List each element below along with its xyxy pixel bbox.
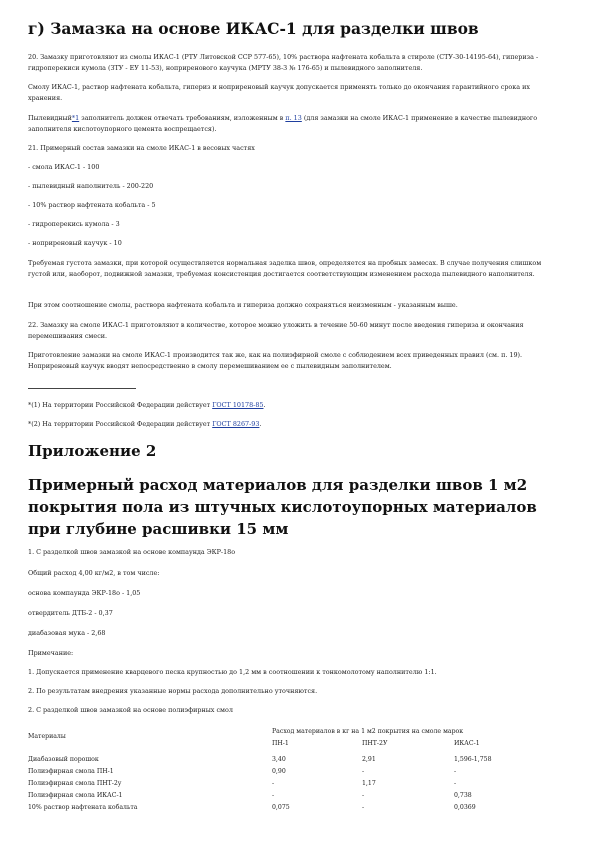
table-column-header: ПНТ-2У xyxy=(362,740,388,747)
table-cell: - xyxy=(362,792,365,799)
table-row-name: Полиэфирная смола ИКАС-1 xyxy=(28,792,123,799)
paragraph-21: 21. Примерный состав замазки на смоле ИКАС-1 в весовых частях xyxy=(28,144,255,152)
footnote-2-text: *(2) На территории Российской Федерации действует xyxy=(28,420,213,428)
composition-item: - пылевидный наполнитель - 200-220 xyxy=(28,182,154,190)
appendix-line: основа компаунда ЭКР-18о - 1,05 xyxy=(28,589,141,597)
appendix-line: отвердитель ДТБ-2 - 0,37 xyxy=(28,609,113,617)
paragraph-21-ratio: При этом соотношение смолы, раствора нафтената кобальта и гипериза должно сохраняться неизменным - указанным выше. xyxy=(28,301,458,309)
table-row-name: 10% раствор нафтената кобальта xyxy=(28,804,138,811)
composition-item: - ноприреновый каучук - 10 xyxy=(28,239,122,247)
appendix-title: Приложение 2 xyxy=(28,442,157,460)
table-cell: 0,738 xyxy=(454,792,472,799)
section-heading: г) Замазка на основе ИКАС-1 для разделки швов xyxy=(28,19,479,38)
footnote-1-text: *(1) На территории Российской Федерации действует xyxy=(28,401,213,409)
paragraph-20-storage: Смолу ИКАС-1, раствор нафтената кобальта, гипериз и ноприреновый каучук допускается применять только до окончания гарантийного срока их хранения. xyxy=(28,83,530,102)
composition-item: - смола ИКАС-1 - 100 xyxy=(28,163,100,171)
paragraph-20-filler xyxy=(28,113,558,135)
table-row-name: Полиэфирная смола ПНТ-2у xyxy=(28,780,122,787)
filler-text-end: (для замазки на смоле ИКАС-1 применение в качестве пылевидного заполнителя кислотоупорного цемента воспрещается). xyxy=(28,114,538,133)
note-2: 2. По результатам внедрения указанные нормы расхода дополнительно уточняются. xyxy=(28,687,318,695)
composition-item: - 10% раствор нафтената кобальта - 5 xyxy=(28,201,156,209)
table-group-header: Расход материалов в кг на 1 м2 покрытия на смоле марок xyxy=(272,728,464,735)
table-column-header: ПН-1 xyxy=(272,740,289,747)
table-cell: - xyxy=(272,780,275,787)
note-1: 1. Допускается применение кварцевого песка крупностью до 1,2 мм в соотношении к тонкомолотому наполнителю 1:1. xyxy=(28,668,437,676)
footnote-1-link[interactable]: ГОСТ 10178-85 xyxy=(212,401,264,409)
footnote-ref-1-link[interactable]: *1 xyxy=(71,114,80,122)
appendix-total: Общий расход 4,00 кг/м2, в том числе: xyxy=(28,569,160,577)
table-cell: 3,40 xyxy=(272,756,286,763)
footnote-1: *(1) На территории Российской Федерации действует ГОСТ 10178-85. xyxy=(28,401,266,409)
table-cell: - xyxy=(362,804,365,811)
appendix-section-1: 1. С разделкой швов замазкой на основе компаунда ЭКР-18о xyxy=(28,548,236,556)
table-cell: - xyxy=(272,792,275,799)
appendix-section-2: 2. С разделкой швов замазкой на основе полиэфирных смол xyxy=(28,706,233,714)
table-cell: 0,0369 xyxy=(454,804,476,811)
table-cell: - xyxy=(454,768,457,775)
paragraph-21-consistency: Требуемая густота замазки, при которой осуществляется нормальная заделка швов, определяется на пробных замесах. В случае получения слишком густой или, наоборот, подвижной замазки, требуемая консистенция достигается соответствующим изменением расхода пылевидного наполнителя. xyxy=(28,259,542,278)
paragraph-20: 20. Замазку приготовляют из смолы ИКАС-1 (РТУ Литовской ССР 577-65), 10% раствора нафтената кобальта в стироле (СТУ-30-14195-64), гипериза - гидроперекиси кумола (ЗТУ - ЕУ 11-53), ноприренового каучука (МРТУ 38-3 № 176-65) и пылевидного заполнителя. xyxy=(28,53,539,72)
table-cell: 1,596-1,758 xyxy=(454,756,492,763)
table-cell: 0,075 xyxy=(272,804,290,811)
table-cell: 0,90 xyxy=(272,768,286,775)
table-row-name: Полиэфирная смола ПН-1 xyxy=(28,768,114,775)
composition-item: - гидроперекись кумола - 3 xyxy=(28,220,120,228)
paragraph-22: 22. Замазку на смоле ИКАС-1 приготовляют в количестве, которое можно уложить в течение 50-60 минут после введения гипериза и окончания перемешивания смеси. xyxy=(28,321,524,340)
table-column-header: ИКАС-1 xyxy=(454,740,480,747)
table-column-label: Материалы xyxy=(28,733,66,740)
appendix-subtitle: Примерный расход материалов для разделки швов 1 м2 покрытия пола из штучных кислотоупорных материалов при глубине расшивки 15 мм xyxy=(28,476,537,538)
table-row-name: Диабазовый порошок xyxy=(28,756,99,763)
footnote-2: *(2) На территории Российской Федерации действует ГОСТ 8267-93. xyxy=(28,420,262,428)
filler-text-mid: заполнитель должен отвечать требованиям, изложенным в xyxy=(79,114,286,122)
table-cell: - xyxy=(362,768,365,775)
clause-13-link[interactable]: п. 13 xyxy=(285,114,302,122)
note-label: Примечание: xyxy=(28,649,74,657)
filler-text-start: Пылевидный xyxy=(28,114,72,122)
table-cell: 1,17 xyxy=(362,780,376,787)
footnote-2-link[interactable]: ГОСТ 8267-93 xyxy=(212,420,260,428)
paragraph-22-preparation: Приготовление замазки на смоле ИКАС-1 производится так же, как на полиэфирной смоле с соблюдением всех приведенных правил (см. п. 19). Ноприреновый каучук вводят непосредственно в смолу перемешиванием ее с пылевидным заполнителем. xyxy=(28,351,523,370)
appendix-line: диабазовая мука - 2,68 xyxy=(28,629,106,637)
table-cell: - xyxy=(454,780,457,787)
table-cell: 2,91 xyxy=(362,756,376,763)
footnote-separator xyxy=(28,388,136,389)
